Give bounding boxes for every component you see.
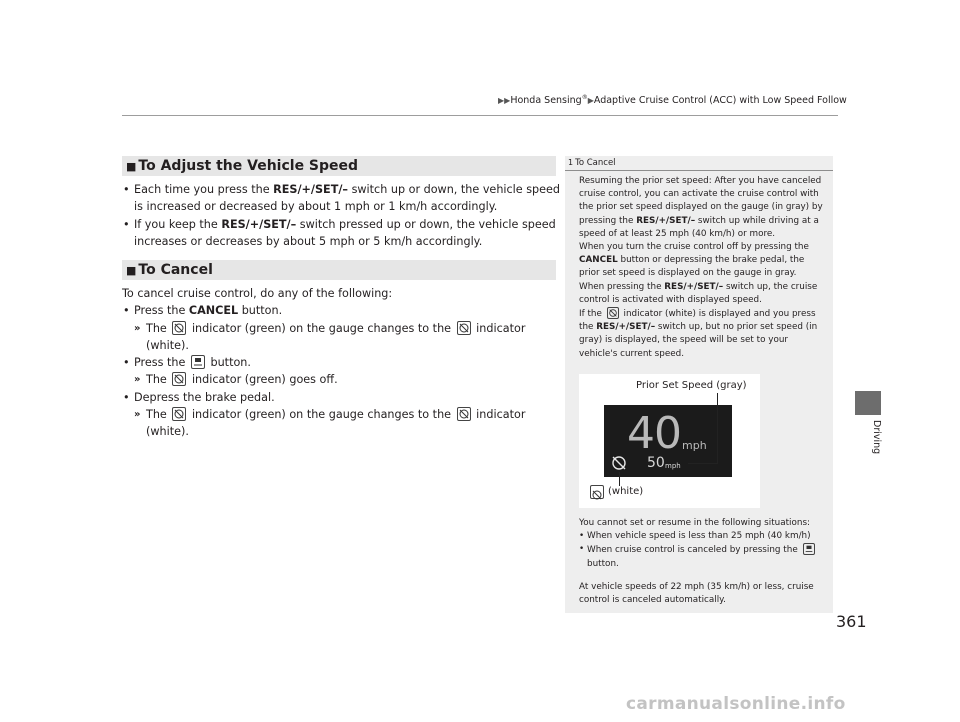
chapter-tab [855, 391, 881, 415]
current-speed-unit: mph [682, 439, 707, 452]
figure-label-prior-speed: Prior Set Speed (gray) [636, 380, 747, 391]
adjust-speed-body [122, 181, 562, 250]
square-bullet-icon: ■ [126, 264, 137, 277]
section-heading-adjust-speed: ■ To Adjust the Vehicle Speed [122, 156, 556, 176]
current-speed: 40 [627, 408, 681, 459]
leader-line [717, 393, 718, 463]
cruise-indicator-icon [172, 407, 186, 421]
note-paragraph: At vehicle speeds of 22 mph (35 km/h) or less, cruise control is canceled automatically. [579, 581, 814, 606]
list-item: • When vehicle speed is less than 25 mph (40 km/h) [579, 530, 827, 543]
note-paragraph: You cannot set or resume in the following situations: [579, 518, 811, 528]
list-item: • Press the CANCEL button. [122, 302, 562, 319]
note-divider [565, 170, 833, 171]
list-item: • Depress the brake pedal. [122, 389, 562, 406]
result-item: » The indicator (green) on the gauge changes to the indicator (white). [134, 321, 526, 352]
cruise-button-icon [803, 543, 815, 555]
list-item: • Press the button. [122, 354, 562, 371]
chapter-label: Driving [871, 420, 882, 455]
note-body-bottom [579, 517, 827, 607]
result-item: » The indicator (green) on the gauge changes to the indicator (white). [134, 408, 526, 439]
note-paragraph: If the indicator (white) is displayed and you press the RES/+/SET/– switch up, but no prior set speed (in gray) is displayed, the speed will be set to your vehicle's current speed. [579, 309, 818, 359]
cruise-indicator-icon [610, 455, 628, 471]
prior-set-speed-unit: mph [665, 462, 681, 470]
running-header: ▶▶Honda Sensing®▶Adaptive Cruise Control (ACC) with Low Speed Follow [498, 94, 847, 107]
cancel-body [122, 285, 562, 441]
cruise-indicator-icon [457, 321, 471, 335]
list-item: • When cruise control is canceled by pressing the button. [579, 543, 827, 570]
leader-line [619, 472, 620, 486]
list-item: • Each time you press the RES/+/SET/– switch up or down, the vehicle speed is increased or decreased by about 1 mph or 1 km/h accordingly. [122, 181, 562, 216]
square-bullet-icon: ■ [126, 160, 137, 173]
result-item: » The indicator (green) goes off. [122, 371, 562, 388]
triangle-arrow-icon: ▶▶ [498, 96, 511, 106]
cruise-indicator-icon [172, 372, 186, 386]
figure-label-white: (white) [608, 486, 644, 497]
section-heading-to-cancel: ■ To Cancel [122, 260, 556, 280]
header-divider [122, 115, 838, 116]
cruise-indicator-icon [457, 407, 471, 421]
arrow-icon: » [134, 409, 141, 421]
watermark: carmanualsonline.info [626, 694, 846, 714]
cruise-indicator-icon [172, 321, 186, 335]
note-paragraph: Resuming the prior set speed: After you have canceled cruise control, you can activate the cruise control with the prior set speed displayed on the gauge (in gray) by pressing the RES/+/SET/– switch up while driving at a speed of at least 25 mph (40 km/h) or more. [579, 176, 823, 239]
note-body-top [579, 175, 827, 361]
cruise-indicator-icon [590, 485, 604, 499]
note-paragraph: When you turn the cruise control off by pressing the CANCEL button or depressing the brake pedal, the prior set speed is displayed on the gauge in gray. [579, 242, 809, 279]
prior-set-speed: 50 [647, 455, 665, 471]
arrow-icon: » [134, 374, 141, 386]
page-number: 361 [836, 612, 867, 631]
cruise-indicator-icon [607, 307, 619, 319]
triangle-arrow-icon: ▶ [587, 96, 594, 106]
cruise-button-icon [191, 355, 205, 369]
arrow-icon: » [134, 322, 141, 334]
list-item: • If you keep the RES/+/SET/– switch pressed up or down, the vehicle speed increases or decreases by about 5 mph or 5 km/h accordingly. [122, 216, 562, 251]
note-title: 1 To Cancel [568, 158, 616, 168]
cancel-intro: To cancel cruise control, do any of the following: [122, 287, 393, 300]
note-paragraph: When pressing the RES/+/SET/– switch up, the cruise control is activated with displayed speed. [579, 281, 818, 305]
leader-line [688, 463, 718, 464]
